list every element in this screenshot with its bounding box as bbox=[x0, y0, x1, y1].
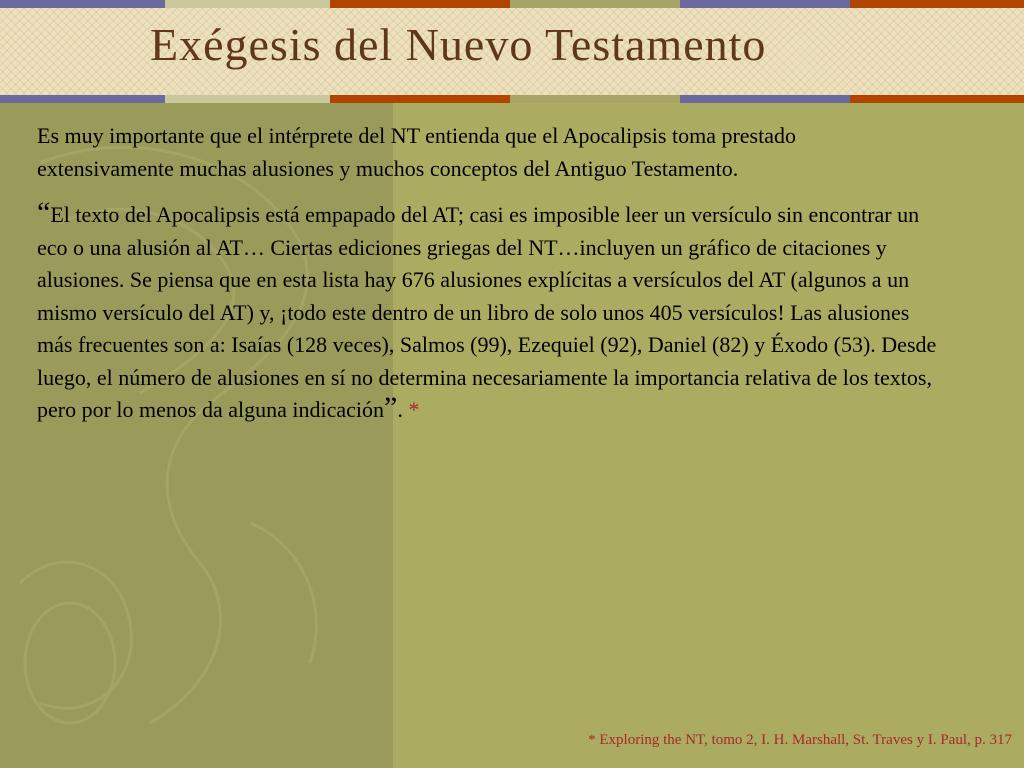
stripe-segment bbox=[510, 95, 680, 103]
top-stripe-band bbox=[0, 0, 1024, 8]
open-quote-mark: “ bbox=[37, 196, 51, 229]
quote-end-punctuation: . bbox=[397, 397, 409, 422]
close-quote-mark: ” bbox=[384, 391, 398, 424]
stripe-segment bbox=[0, 95, 165, 103]
stripe-segment bbox=[0, 0, 165, 8]
title-header bbox=[0, 8, 1024, 96]
quote-text: El texto del Apocalipsis está empapado del AT; casi es imposible leer un versículo sin encontrar un eco o una alusión al AT… Ciertas ediciones griegas del NT…incluyen un gráfico de citaciones y alusiones. Se piensa que en esta lista hay 676 alusiones explícitas a versículos del AT (algunos a un mismo versículo del AT) y, ¡todo este dentro de un libro de solo unos 405 versículos! Las alusiones más frecuentes son a: Isaías (128 veces), Salmos (99), Ezequiel (92), Daniel (82) y Éxodo (53). Desde luego, el número de alusiones en sí no determina necesariamente la importancia relativa de los textos, pero por lo menos da alguna indicación bbox=[37, 202, 937, 422]
intro-paragraph: Es muy importante que el intérprete del NT entienda que el Apocalipsis toma prestado extensivamente muchas alusiones y muchos conceptos del Antiguo Testamento. bbox=[37, 123, 796, 181]
slide-body bbox=[37, 120, 937, 441]
stripe-segment bbox=[330, 95, 510, 103]
bottom-stripe-band bbox=[0, 95, 1024, 103]
stripe-segment bbox=[330, 0, 510, 8]
stripe-segment bbox=[165, 95, 330, 103]
footnote-marker: * bbox=[408, 397, 420, 422]
stripe-segment bbox=[850, 95, 1024, 103]
stripe-segment bbox=[680, 0, 850, 8]
stripe-segment bbox=[510, 0, 680, 8]
stripe-segment bbox=[165, 0, 330, 8]
page-title: Exégesis del Nuevo Testamento bbox=[150, 19, 767, 70]
quote-paragraph bbox=[37, 196, 937, 427]
stripe-segment bbox=[850, 0, 1024, 8]
footnote: * Exploring the NT, tomo 2, I. H. Marshall, St. Traves y I. Paul, p. 317 bbox=[588, 732, 1012, 748]
stripe-segment bbox=[680, 95, 850, 103]
